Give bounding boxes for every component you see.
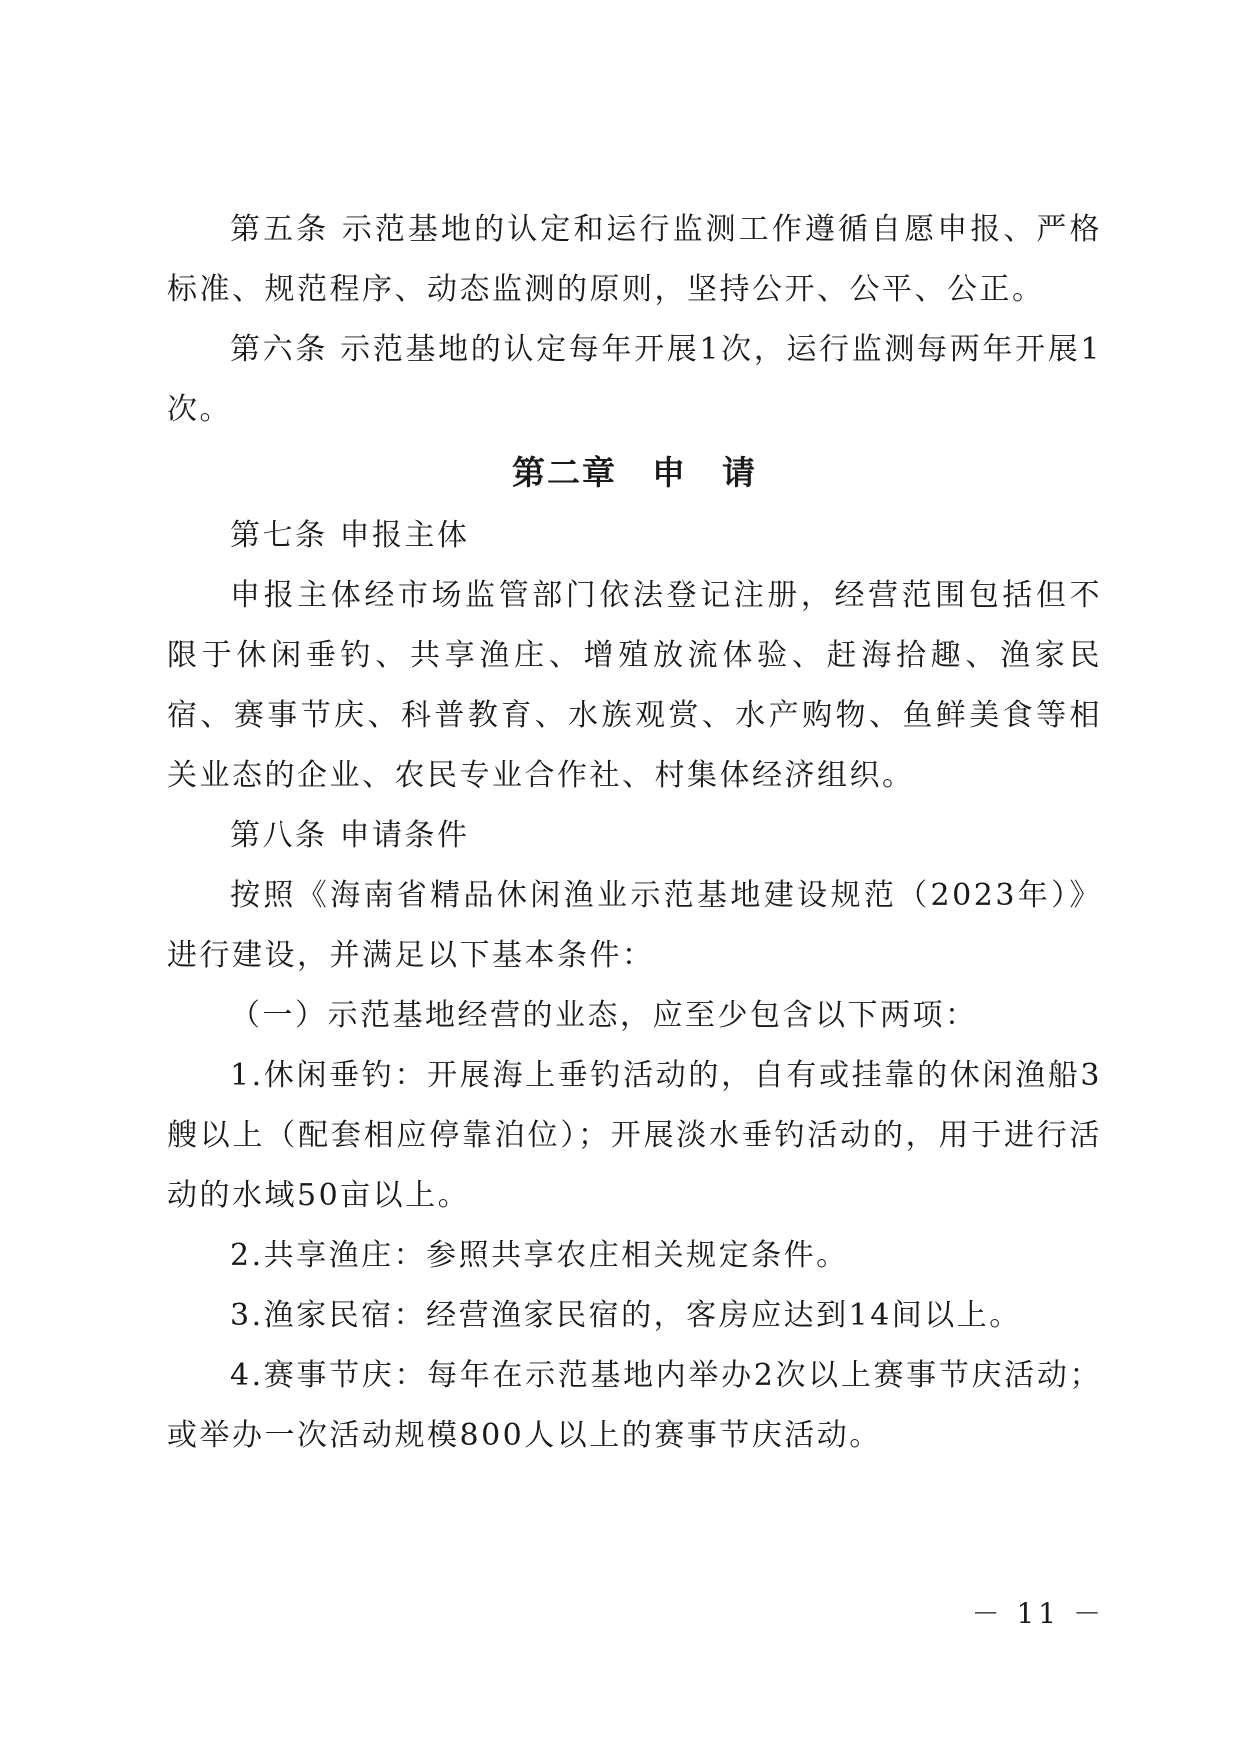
condition-1-item-3: 3.渔家民宿：经营渔家民宿的，客房应达到14间以上。 [230,1298,1022,1333]
article-7-heading: 第七条 申报主体 [230,518,470,553]
condition-1-item-1: 1.休闲垂钓：开展海上垂钓活动的，自有或挂靠的休闲渔船3艘以上（配套相应停靠泊位）；开展淡水垂钓活动的，用于进行活动的水域50亩以上。 [167,1058,1102,1213]
article-5: 第五条 示范基地的认定和运行监测工作遵循自愿申报、严格标准、规范程序、动态监测的原则，坚持公开、公平、公正。 [167,212,1102,307]
condition-1-item-2: 2.共享渔庄：参照共享农庄相关规定条件。 [230,1238,849,1273]
condition-1-item-4: 4.赛事节庆：每年在示范基地内举办2次以上赛事节庆活动；或举办一次活动规模800人以上的赛事节庆活动。 [167,1358,1102,1453]
article-6: 第六条 示范基地的认定每年开展1次，运行监测每两年开展1次。 [167,332,1102,427]
article-7-body: 申报主体经市场监管部门依法登记注册，经营范围包括但不限于休闲垂钓、共享渔庄、增殖放流体验、赶海拾趣、渔家民宿、赛事节庆、科普教育、水族观赏、水产购物、鱼鲜美食等相关业态的企业、农民专业合作社、村集体经济组织。 [167,578,1102,793]
article-8-body: 按照《海南省精品休闲渔业示范基地建设规范（2023年）》进行建设，并满足以下基本条件： [167,878,1102,973]
article-8-heading: 第八条 申请条件 [230,818,470,853]
chapter-title: 第二章 申 请 [512,453,757,492]
document-body [167,200,1102,1466]
page-number: － 11 － [971,1597,1105,1630]
condition-1: （一）示范基地经营的业态，应至少包含以下两项： [230,998,978,1033]
